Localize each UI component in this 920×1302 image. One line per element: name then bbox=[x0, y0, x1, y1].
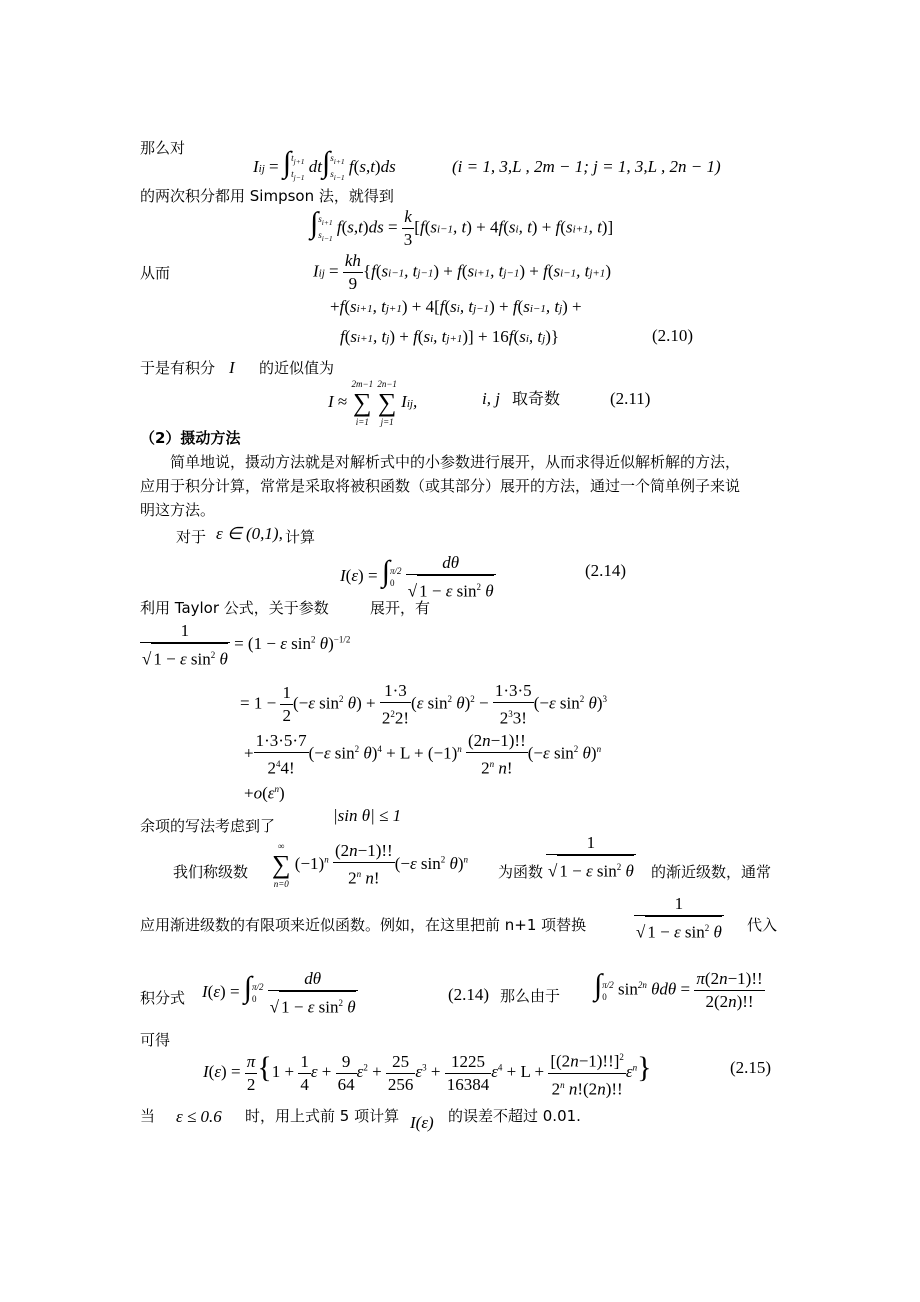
eq-func-frac-1: $\frac{1}{√ 1 - \varepsilon \sin^2 \theta}$ bbox=[548, 833, 634, 881]
eq-asymptotic-series: ∞ ∑ n=0 $(-1)^n$ $\frac{(2n-1)!!}{2^n n!}$ (−ε $\sin^2 \theta)^n$ bbox=[272, 841, 469, 889]
eq-I-sum: I ≈ 2m−1 ∑ i=1 2n−1 ∑ j=1 Iij, bbox=[328, 379, 418, 427]
eqnum-2-14-a: (2.14) bbox=[585, 561, 627, 580]
eqnum-2-14-b: (2.14) bbox=[448, 985, 490, 1004]
eq-eps-bound: ε ≤ 0.6 bbox=[176, 1107, 222, 1126]
text-approx-I: I bbox=[229, 358, 235, 377]
eq-abs-sin: |sin θ| ≤ 1 bbox=[333, 806, 402, 825]
text-substitute: 代入 bbox=[747, 916, 778, 934]
eqnum-2-11: (2.11) bbox=[610, 389, 651, 408]
eqnum-2-10: (2.10) bbox=[652, 326, 694, 345]
eq-taylor-line1: = 1 − $\frac{1}{2}$ (−ε $\sin^2 \theta$) + $\frac{1\cdot 3}{2^22!}$ (ε $\sin^2 \theta)^2$ − $\frac{1\cdot 3\cdot 5}{2^33!}$ (−ε $\sin^2 \theta)^3$ bbox=[240, 681, 608, 728]
text-simpson: 的两次积分都用 Simpson 法，就得到 bbox=[140, 187, 394, 205]
text-odd: 取奇数 bbox=[512, 389, 561, 408]
eq-Iij-line1: Iij = $\frac{kh}{9}$ {f(si−1, tj−1) + f(si+1, tj−1) + f(si−1, tj+1) bbox=[313, 251, 611, 293]
eq-index-range: (i = 1, 3,L , 2m − 1; j = 1, 3,L , 2n − 1) bbox=[452, 157, 721, 176]
text-since: 那么由于 bbox=[500, 987, 561, 1005]
eq-I-eps-series: I(ε) = $\frac{\pi}{2}$ {1 + $\frac{1}{4}$ ε + $\frac{9}{64}$ $\varepsilon^2$ + $\frac{25}{256}$ $\varepsilon^3$ + $\frac{1225}{16384}$ $\varepsilon^4 + L$ + $\frac{[(2n-1)!!]^2}{2^n n!(2n)!!}$ $\varepsilon^n$} bbox=[203, 1046, 652, 1100]
text-for-function: 为函数 bbox=[498, 863, 544, 881]
text-asymptotic: 的渐近级数，通常 bbox=[651, 863, 772, 881]
text-taylor-a: 利用 Taylor 公式，关于参数 bbox=[140, 599, 329, 617]
eq-func-frac-2: $\frac{1}{√ 1 - \varepsilon \sin^2 \theta}$ bbox=[636, 894, 722, 942]
eq-taylor-lhs: $\frac{1}{√ 1 - \varepsilon \sin^2 \theta}$ = (1 − ε $\sin^2 \theta)^{-1/2}$ bbox=[142, 621, 351, 669]
text-obtain: 可得 bbox=[140, 1031, 171, 1049]
text-taylor-b: 展开，有 bbox=[370, 599, 431, 617]
text-when-3: 的误差不超过 0.01. bbox=[448, 1107, 581, 1125]
eq-wallis: ∫ π/2 0 $\sin^{2n} \theta d\theta$ = $\frac{\pi(2n-1)!!}{2(2n)!!}$ bbox=[594, 968, 763, 1011]
text-thus: 从而 bbox=[140, 264, 171, 282]
eq-I-eps-inline: I(ε) bbox=[410, 1113, 434, 1132]
text-approx-b: 的近似值为 bbox=[259, 359, 335, 377]
text-compute: 计算 bbox=[285, 528, 316, 546]
para-line-2: 应用于积分计算，常常是采取将被积函数（或其部分）展开的方法，通过一个简单例子来说 bbox=[140, 477, 741, 495]
eq-ij-label: i, j bbox=[482, 389, 500, 408]
para-line-3: 明这方法。 bbox=[140, 501, 216, 519]
eq-eps-range: ε ∈ (0,1), bbox=[216, 524, 283, 543]
eqnum-2-15: (2.15) bbox=[730, 1058, 772, 1077]
eq-simpson: ∫ $s_{i+1}$ $s_{i-1}$ f(s,t)ds = $\frac{k}{3}$ [f(si−1, t) + 4f(si, t) + f(si+1, t)] bbox=[310, 206, 614, 249]
section-heading: （2）摄动方法 bbox=[140, 429, 241, 447]
eq-taylor-line2: + $\frac{1\cdot 3\cdot 5\cdot 7}{2^44!}$ (−ε $\sin^2 \theta)^4 + L + (-1)^n$ $\frac{(2n-1)!!}{2^n n!}$ (−ε $\sin^2 \theta)^n$ bbox=[244, 731, 602, 778]
text-for: 对于 bbox=[176, 528, 207, 546]
para-line-1: 简单地说，摄动方法就是对解析式中的小参数进行展开，从而求得近似解析解的方法， bbox=[170, 453, 741, 471]
text-integral-form: 积分式 bbox=[140, 989, 186, 1007]
text-approx-a: 于是有积分 bbox=[140, 359, 216, 377]
text-remainder: 余项的写法考虑到了 bbox=[140, 817, 276, 835]
eq-Iij-def: Iij = ∫ $t_{j+1}$ $t_{j-1}$ dt∫ $s_{i+1}$ $s_{i-1}$ f(s,t)ds bbox=[253, 146, 396, 182]
eq-Iij-line3: f(si+1, tj) + f(si, tj+1)] + 16f(si, tj)} bbox=[340, 327, 560, 346]
eq-taylor-line3: $+o(\varepsilon^n)$ bbox=[244, 783, 285, 803]
text-we-call: 我们称级数 bbox=[173, 863, 249, 881]
text-when: 当 bbox=[140, 1107, 156, 1125]
eq-I-eps-integral: I(ε) = ∫ π/2 0 $\frac{d\theta}{√ 1 - \varepsilon \sin^2 \theta}$ bbox=[340, 553, 494, 601]
text-when-2: 时，用上式前 5 项计算 bbox=[245, 1107, 400, 1125]
eq-I-eps-integral-2: I(ε) = ∫ π/2 0 $\frac{d\theta}{√ 1 - \varepsilon \sin^2 \theta}$ bbox=[202, 969, 356, 1017]
text-then-for: 那么对 bbox=[140, 139, 186, 157]
text-apply: 应用渐进级数的有限项来近似函数。例如，在这里把前 n+1 项替换 bbox=[140, 916, 587, 934]
eq-Iij-line2: +f(si+1, tj+1) + 4[f(si, tj−1) + f(si−1, tj) + bbox=[330, 297, 582, 316]
